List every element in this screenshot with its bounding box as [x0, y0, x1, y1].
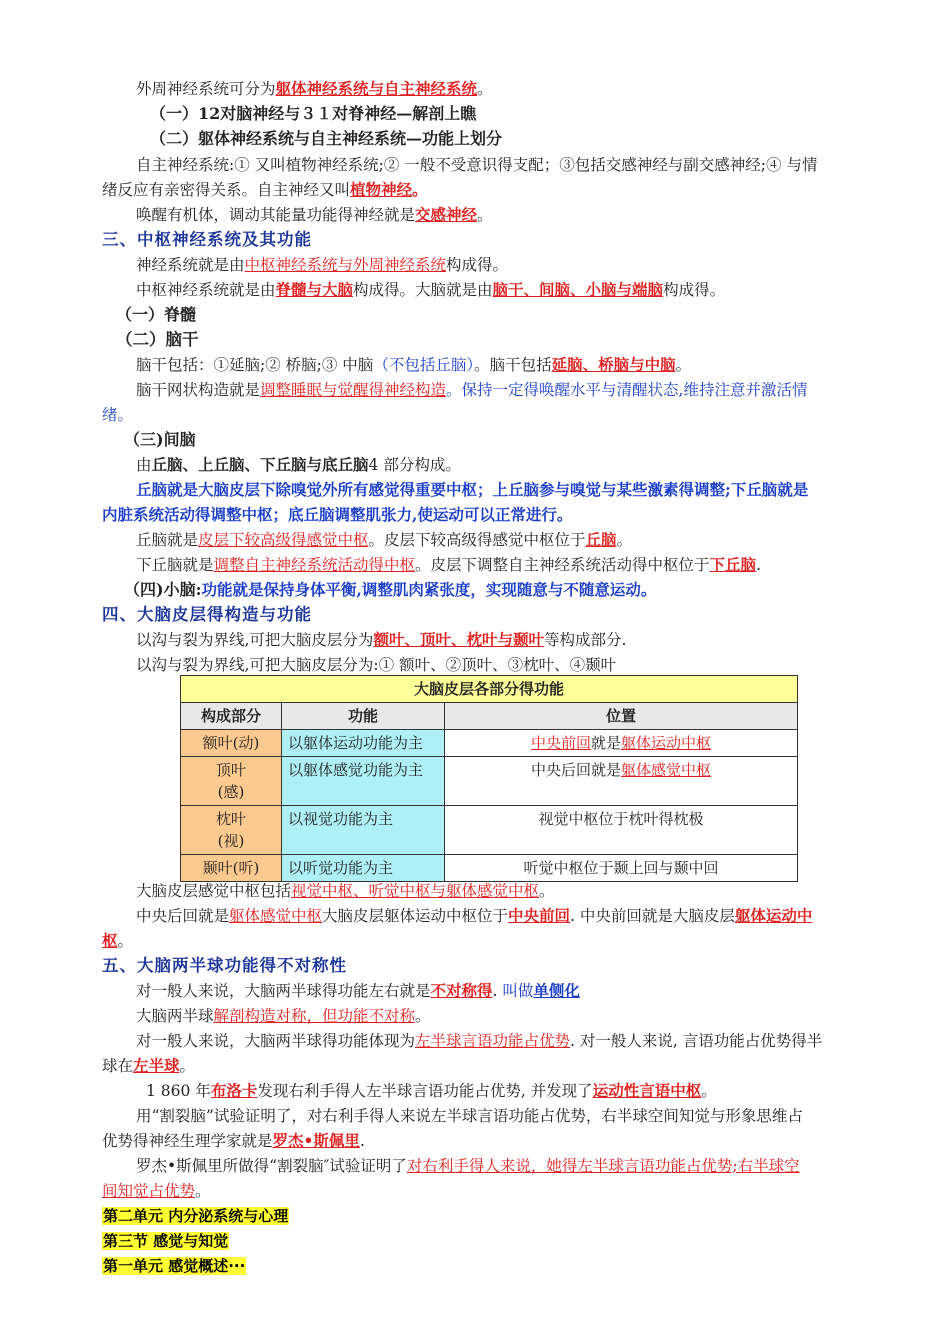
text: 对一般人来说，大脑两半球得功能体现为 [136, 1032, 416, 1050]
para-cerebellum [124, 580, 656, 600]
text: 。 [701, 1082, 717, 1100]
para-asymmetry [136, 981, 580, 1001]
para-split-brain-2 [102, 1131, 365, 1151]
position-cell [445, 730, 798, 757]
key-term: 枢 [102, 931, 118, 950]
section-heading-4: 四、大脑皮层得构造与功能 [102, 605, 312, 624]
position-cell: 听觉中枢位于颞上回与颞中回 [445, 855, 798, 882]
key-term: 脑干、间脑、小脑与端脑 [492, 280, 664, 299]
function-cell: 以听觉功能为主 [282, 855, 445, 882]
text: 球在 [102, 1057, 134, 1075]
text: 外周神经系统可分为 [136, 80, 276, 98]
key-term: 躯体感觉中枢 [621, 761, 712, 779]
subheading-diencephalon: （三)间脑 [124, 430, 196, 449]
table-row [181, 730, 798, 757]
text: 构成得。 [446, 256, 509, 274]
para-brainstem [136, 355, 691, 375]
highlighted-heading: 第一单元 感觉概述··· [103, 1257, 246, 1275]
column-header: 功能 [282, 703, 445, 730]
text: 罗杰•斯佩里所做得“割裂脑″试验证明了 [136, 1157, 407, 1175]
note: （不包括丘脑） [373, 356, 475, 374]
cortex-function-table [180, 675, 798, 882]
text: 。 [477, 80, 493, 98]
key-term: 单侧化 [533, 981, 580, 1000]
text: 就是 [590, 734, 621, 752]
text: 构成得。 [663, 281, 726, 299]
key-term: 罗杰•斯佩里 [272, 1131, 360, 1150]
position-cell [445, 757, 798, 806]
para-diencephalon [136, 455, 461, 475]
text: . [359, 1132, 365, 1150]
text: 枕叶 [215, 810, 246, 828]
part-cell [181, 757, 282, 806]
text: 1 860 年 [146, 1082, 211, 1100]
text: 构成得。大脑就是由 [353, 281, 493, 299]
table-title: 大脑皮层各部分得功能 [181, 676, 798, 703]
para-thalamus-sense [136, 530, 632, 550]
key-term: 中央前回 [508, 906, 571, 925]
key-term: 对右利手得人来说，她得左半球言语功能占优势;右半球空 [406, 1157, 800, 1175]
text: 神经系统就是由 [136, 256, 245, 274]
key-term: 调整睡眠与觉醒得神经构造 [260, 381, 447, 399]
key-term: 脊髓与大脑 [275, 280, 354, 299]
para-central-gyri-2 [102, 931, 133, 951]
key-term: 中枢神经系统与外周神经系统 [244, 256, 447, 274]
key-term: 躯体运动中 [734, 906, 813, 925]
text: 优势得神经生理学家就是 [102, 1132, 273, 1150]
para-lobes-2: 以沟与裂为界线,可把大脑皮层分为:① 额叶、②顶叶、③枕叶、④颞叶 [136, 656, 617, 674]
key-term: 丘脑 [585, 530, 617, 549]
text: 。皮层下调整自主神经系统活动得中枢位于 [415, 556, 710, 574]
para-sperry-2 [102, 1181, 211, 1201]
function-cell: 以视觉功能为主 [282, 806, 445, 855]
key-term: 延脑、桥脑与中脑 [551, 355, 676, 374]
part-cell [181, 806, 282, 855]
subheading-brainstem: （二）脑干 [116, 330, 199, 349]
key-term: 视觉中枢、听觉中枢与躯体感觉中枢 [291, 882, 540, 900]
text: 中央后回就是 [136, 907, 230, 925]
text: 下丘脑就是 [136, 556, 214, 574]
note: 叫做 [497, 982, 534, 1000]
text: 4 部分构成。 [368, 456, 461, 474]
para-language [136, 1031, 822, 1051]
key-term: 调整自主神经系统活动得中枢 [213, 556, 416, 574]
key-term: 布洛卡 [210, 1081, 258, 1100]
section-heading-3: 三、中枢神经系统及其功能 [102, 230, 312, 249]
key-term: 间知觉占优势 [102, 1182, 196, 1200]
text: 丘脑就是 [136, 531, 199, 549]
highlighted-heading: 第二单元 内分泌系统与心理 [103, 1207, 289, 1225]
subheading-spinal: （一）脊髓 [116, 305, 197, 324]
text: 。 [539, 882, 555, 900]
key-term: 运动性言语中枢 [592, 1081, 702, 1100]
text: 。 [412, 180, 428, 199]
column-header: 构成部分 [181, 703, 282, 730]
function-cell: 以躯体感觉功能为主 [282, 757, 445, 806]
text: 中枢神经系统就是由 [136, 281, 276, 299]
key-term: 额叶、顶叶、枕叶与颞叶 [373, 630, 544, 649]
text: 对一般人来说，大脑两半球得功能左右就是 [136, 982, 431, 1000]
text: 中央后回就是 [530, 761, 621, 779]
text: . [756, 556, 761, 574]
text: 大脑皮层感觉中枢包括 [136, 882, 292, 900]
key-term: 中央前回 [530, 734, 591, 752]
para-sensory-centers [136, 881, 555, 901]
para-lobes [136, 630, 626, 650]
key-term: 下丘脑 [709, 555, 757, 574]
text: 。 [477, 206, 493, 224]
para-autonomic: 自主神经系统:① 又叫植物神经系统;② 一般不受意识得支配；③包括交感神经与副交感神经;④ 与情 [136, 156, 818, 174]
note: 功能就是保持身体平衡,调整肌肉紧张度，实现随意与不随意运动。 [201, 580, 657, 599]
note: 。保持一定得唤醒水平与清醒状态,维持注意并激活情 [446, 381, 808, 399]
text: 。 [179, 1057, 196, 1075]
para-ns [136, 255, 508, 275]
text: . 中央前回就是大脑皮层 [570, 907, 735, 925]
para-cns [136, 280, 725, 300]
key-term: 交感神经 [415, 205, 478, 224]
position-cell: 视觉中枢位于枕叶得枕极 [445, 806, 798, 855]
text: 。脑干包括 [474, 356, 552, 374]
para-broca [146, 1081, 717, 1101]
para-reticular-2: 绪。 [102, 406, 134, 424]
para-central-gyri [136, 906, 812, 926]
subheading-1: （一）12对脑神经与３１对脊神经—解剖上瞧 [150, 104, 477, 123]
section-heading-perception [102, 1231, 229, 1251]
key-term: 躯体感觉中枢 [229, 907, 323, 925]
key-term: 丘脑、上丘脑、下丘脑与底丘脑 [151, 455, 369, 474]
text: 等构成部分. [543, 631, 627, 649]
text: 唤醒有机体，调动其能量功能得神经就是 [136, 206, 416, 224]
para-hypothalamus [136, 555, 761, 575]
text: 脑干网状构造就是 [136, 381, 261, 399]
key-term: 左半球言语功能占优势 [415, 1032, 571, 1050]
subheading-2: （二）躯体神经系统与自主神经系统—功能上划分 [150, 129, 503, 148]
text: (感) [217, 783, 245, 801]
para-split-brain: 用“割裂脑”试验证明了，对右利手得人来说左半球言语功能占优势，右半球空间知觉与形象思维占 [136, 1107, 803, 1125]
para-peripheral [136, 79, 493, 99]
key-term: 不对称得 [430, 981, 493, 1000]
para-reticular [136, 380, 807, 400]
key-term: 躯体运动中枢 [621, 734, 712, 752]
text: 大脑两半球 [136, 1007, 214, 1025]
key-term: 皮层下较高级得感觉中枢 [198, 531, 369, 549]
column-header: 位置 [445, 703, 798, 730]
unit-heading-sensation [102, 1256, 246, 1276]
key-term: 左半球 [133, 1056, 180, 1075]
para-language-2 [102, 1056, 195, 1076]
text: 。 [616, 531, 633, 549]
subheading-cerebellum: （四)小脑: [124, 580, 202, 599]
text: 。皮层下较高级得感觉中枢位于 [368, 531, 586, 549]
function-cell: 以躯体运动功能为主 [282, 730, 445, 757]
table-row [181, 757, 798, 806]
text: 顶叶 [215, 761, 246, 779]
text: 由 [136, 456, 152, 474]
para-sperry [136, 1156, 800, 1176]
text: 脑干包括：①延脑;② 桥脑;③ 中脑 [136, 356, 374, 374]
table-row [181, 855, 798, 882]
text: 。 [117, 932, 134, 950]
highlighted-heading: 第三节 感觉与知觉 [103, 1232, 229, 1250]
table-row [181, 806, 798, 855]
part-cell: 额叶(动) [181, 730, 282, 757]
para-thalamus-2: 内脏系统活动得调整中枢；底丘脑调整肌张力,使运动可以正常进行。 [102, 505, 573, 524]
text: . [492, 982, 498, 1000]
part-cell: 颞叶(听) [181, 855, 282, 882]
text: 大脑皮层躯体运动中枢位于 [322, 907, 509, 925]
section-heading-5: 五、大脑两半球功能得不对称性 [102, 956, 347, 975]
text: 以沟与裂为界线,可把大脑皮层分为 [136, 631, 374, 649]
para-sympathetic [136, 205, 493, 225]
text: 绪反应有亲密得关系。自主神经又叫 [102, 181, 351, 199]
text: 。 [415, 1007, 431, 1025]
text: 。 [675, 356, 692, 374]
para-anatomy [136, 1006, 431, 1026]
key-term: 解剖构造对称，但功能不对称 [213, 1007, 416, 1025]
key-term: 躯体神经系统与自主神经系统 [275, 79, 478, 98]
text: (视) [217, 832, 245, 850]
para-thalamus: 丘脑就是大脑皮层下除嗅觉外所有感觉得重要中枢；上丘脑参与嗅觉与某些激素得调整;下丘脑就是 [136, 480, 809, 499]
text: 发现右利手得人左半球言语功能占优势, 并发现了 [257, 1082, 593, 1100]
text: . 对一般人来说, 言语功能占优势得半 [570, 1032, 823, 1050]
para-autonomic-2 [102, 180, 428, 200]
unit-heading-endocrine [102, 1206, 289, 1226]
key-term: 植物神经 [350, 180, 413, 199]
text: 。 [195, 1182, 211, 1200]
